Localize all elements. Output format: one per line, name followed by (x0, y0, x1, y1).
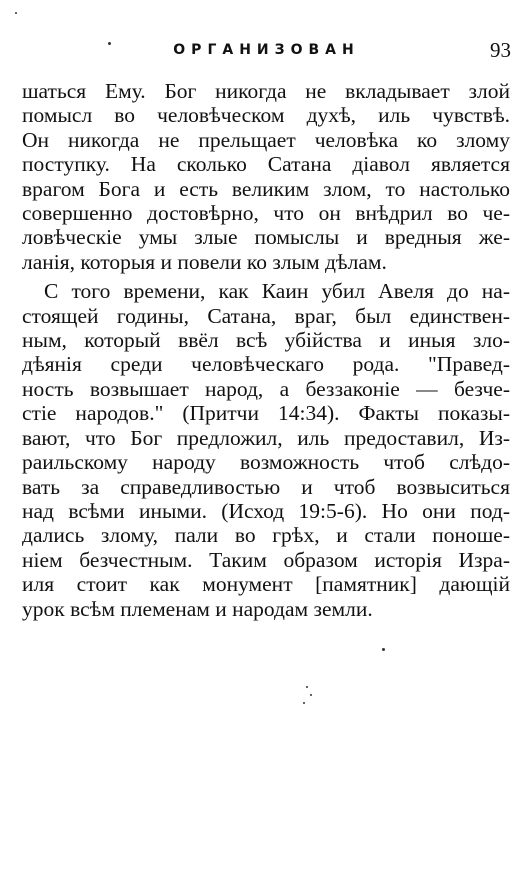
text-line: С того времени, как Каин убил Авеля до на- (44, 279, 510, 304)
text-line: раильскому народу возможность чтоб слѣдо- (22, 450, 510, 475)
text-line: ность возвышает народ, а беззаконіе — безче- (22, 376, 510, 401)
paragraph-2 (22, 279, 510, 621)
text-line: вать за справедливостью и чтоб возвыситься (22, 474, 510, 499)
text-line: стоящей годины, Сатана, враг, был единствен- (22, 303, 510, 328)
page-number: 93 (490, 38, 511, 62)
text-line: врагом Бога и есть великим злом, то настолько (22, 176, 510, 201)
text-line: ным, который ввёл всѣ убійства и иныя зло- (22, 328, 510, 353)
text-line: шаться Ему. Бог никогда не вкладывает злой (22, 79, 510, 103)
text-line: поступку. На сколько Сатана діавол является (22, 152, 510, 177)
print-speck (306, 686, 308, 688)
text-line: стіе народов." (Притчи 14:34). Факты показы- (22, 401, 510, 426)
text-line: ланія, которыя и повели ко злым дѣлам. (22, 249, 387, 274)
page-header (22, 34, 511, 64)
text-line: помысл во человѣческом духѣ, иль чувствѣ. (22, 103, 510, 128)
paragraph-1 (22, 79, 510, 274)
print-speck (15, 12, 17, 14)
text-line: дѣянія среди человѣческаго рода. "Правед- (22, 352, 510, 377)
text-line: дались злому, пали во грѣх, и стали поноше- (22, 523, 510, 548)
print-speck (310, 694, 312, 696)
text-line: иля стоит как монумент [памятник] дающій (22, 572, 510, 597)
text-line: вают, что Бог предложил, иль предоставил, Из- (22, 425, 510, 450)
print-speck (108, 42, 111, 45)
running-title: ОРГАНИЗОВАН (173, 42, 360, 58)
body-text (22, 79, 510, 621)
text-line: ніем безчестным. Таким образом исторія Изра- (22, 547, 510, 572)
print-speck (382, 648, 385, 651)
text-line: урок всѣм племенам и народам земли. (22, 596, 373, 621)
text-line: Он никогда не прельщает человѣка ко злому (22, 127, 510, 152)
text-line: ловѣческіе умы злые помыслы и вредныя же- (22, 225, 510, 250)
text-line: над всѣми иными. (Исход 19:5-6). Но они под- (22, 498, 510, 523)
print-speck (303, 702, 305, 704)
text-line: совершенно достовѣрно, что он внѣдрил во че- (22, 201, 510, 226)
